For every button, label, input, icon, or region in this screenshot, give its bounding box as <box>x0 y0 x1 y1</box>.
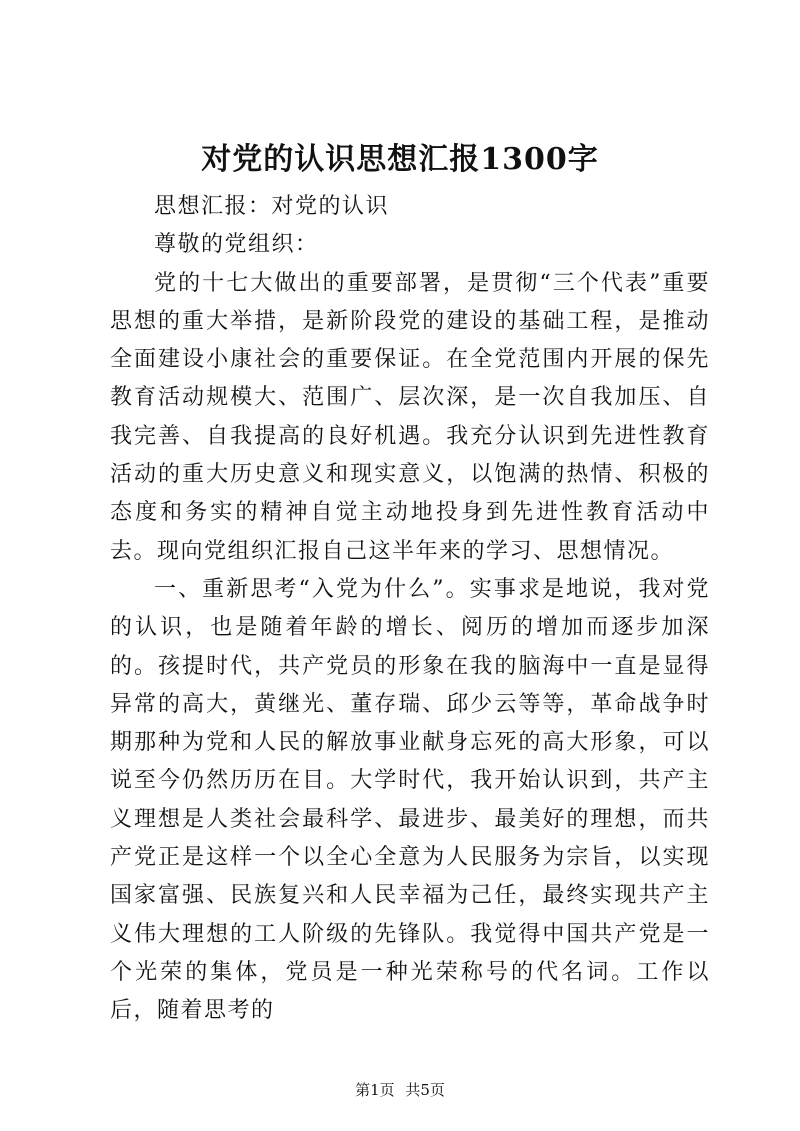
document-title: 对党的认识思想汇报1300字 <box>201 142 599 177</box>
paragraph-section-one: 一、重新思考“入党为什么”。实事求是地说，我对党的认识，也是随着年龄的增长、阅历的增加而逐步加深的。孩提时代，共产党员的形象在我的脑海中一直是显得异常的高大，黄继光、董存瑞、邱少云等等，革命战争时期那种为党和人民的解放事业献身忘死的高大形象，可以说至今仍然历历在目。大学时代，我开始认识到，共产主义理想是人类社会最科学、最进步、最美好的理想，而共产党正是这样一个以全心全意为人民服务为宗旨，以实现国家富强、民族复兴和人民幸福为己任，最终实现共产主义伟大理想的工人阶级的先锋队。我觉得中国共产党是一个光荣的集体，党员是一种光荣称号的代名词。工作以后，随着思考的 <box>110 576 710 1024</box>
page-number: 第1页 <box>355 1081 395 1099</box>
page-footer <box>0 1080 800 1100</box>
document-body <box>110 188 710 1031</box>
page-total: 共5页 <box>405 1081 445 1099</box>
paragraph-salutation: 尊敬的党组织： <box>154 232 319 258</box>
paragraph-subject: 思想汇报：对党的认识 <box>154 194 390 219</box>
paragraph-intro: 党的十七大做出的重要部署，是贯彻“三个代表”重要思想的重大举措，是新阶段党的建设的基础工程，是推动全面建设小康社会的重要保证。在全党范围内开展的保先教育活动规模大、范围广、层次深，是一次自我加压、自我完善、自我提高的良好机遇。我充分认识到先进性教育活动的重大历史意义和现实意义，以饱满的热情、积极的态度和务实的精神自觉主动地投身到先进性教育活动中去。现向党组织汇报自己这半年来的学习、思想情况。 <box>110 270 710 564</box>
